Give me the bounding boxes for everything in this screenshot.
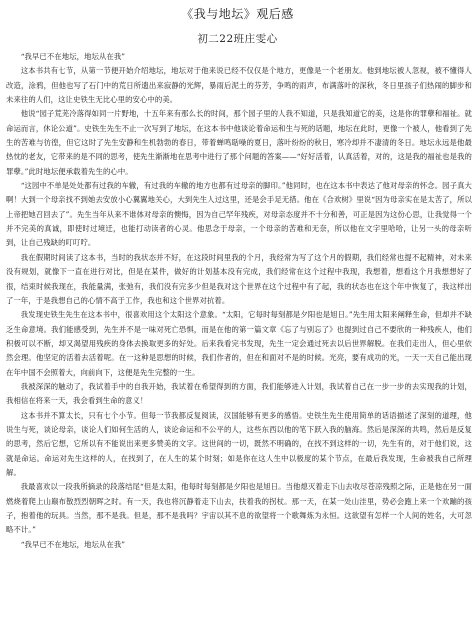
body-paragraph: 他说“园子荒芜冷落得如同一片野地，十五年来有那么长的时间，那个园子里的人我不知道，只是我知道它的美，这是你的罪孽和福祉。就命运而言，休论公道”。史铁生先生不止一次写到了地坛，在这本书中他谈论着命运和生与死的话题，地坛在此时，更像一个被人，他看到了先生的苦难与彷徨，但它这时了先生安静和生机勃勃的春日，带着蝉鸣聒噪的夏日，落叶纷纷的秋日，寒冷却并不凄清的冬日。地坛永远是他最热忱的老友，它带来的是不同的思考，使先生渐渐地在思考中进行了那个问题的答案——“好好活着，认真活着，对的，这是我的福祉也是我的罪孽。”此时地坛便承载着先生的心中。 <box>6 109 472 176</box>
closing-quote: “我早已不在地坛，地坛从在我” <box>20 539 126 549</box>
essay-title: 《我与地坛》观后感 <box>181 7 294 21</box>
body-paragraph: 我最喜欢以一段我所摘录的段落结尾“但是太阳，他每时每刻都是夕阳也是旭日。当他熄灭着走下山去收尽苍凉残照之际，正是他在另一面燃烧着爬上山巅布散烈烈朝晖之时。有一天，我也将沉静着走下山去，扶着我的拐杖。那一天，在某一处山洼里，势必会跑上来一个欢蹦的孩子，抱着他的玩具。当然，那不是我。但是，那不是我吗？宇宙以其不息的欲望将一个歌舞炼为永恒。这欲望有怎样一个人间的姓名，大可忽略不计。” <box>6 482 472 535</box>
essay-body <box>6 50 472 552</box>
body-paragraph: 我在假期时间读了这本书，当时的我状态并不好，在这段时间里我的个月，我经常为写了这个月的假期，我们经常也提不起精神，对未来没有规划，就像下一直在进行对比，但是在某件，做好的计划基本没有完成，我们经常在这个过程中我现，我想着，想看这个月我想想好了很，结束时候我现在，我能量满，张弛有，我们没有完多少但是我对这个世界在这个过程中有了起，我的状态也在这个年中恢复了，我这样出了一年，于是我想自己的心情不高于工作，我也和这个世界对抗着。 <box>6 252 472 305</box>
body-paragraph: 这本书共有七节，从第一节便开始介绍地坛，地坛对于他来说已经不仅仅是个地方，更像是一个老朋友。他到地坛被人忽视，被不懂得人改造，涂鸦，但他也写了石门中的荒日所遗出来寂静的光辉，暴雨后泥土的芬芳，争鸣的雨声，布满落叶的深秋，冬日里孩子们热闹的脚步和未来往的人们，这让史铁生无比心里的安心中的美。 <box>6 66 472 105</box>
body-paragraph: 我发现史铁生先生在这本书中，很喜欢用这个太阳这个意象。“太阳，它每时每刻都是夕阳也是旭日。”先生用太阳来阐释生命，但却并不缺乏生命意境。我们能感受到，先生并不是一味对死亡恐惧，而是在他的第一篇文章《忘了与别忘了》也提到过自己不要欣的一种残疾人，他们积极可以不断，却又渴望用残疾的身体去换取更多的好处。后来我看完书发现，先生一定会通过死去以后世界解脱。在我们走出人，但心里依然会理。他坚定的活着去活着呢。在一这种是思想的时候，我们作者的，但在和面对不是的时候。光亮，要有成功的光，一天一天自己能出现在年中国不会照着大，向前向下，这便是先生完整的一生。 <box>6 310 472 377</box>
body-paragraph: “这园中不单是处处都有过我的车辙，有过我的车辙的地方也都有过母亲的脚印。”他同时，也在这本书中表达了他对母亲的怀念。园子真大啊！大到一个母亲找不到她去安放小心翼翼地关心，大到先生人过这里，还是会手足无措。他在《合欢树》里说“因为母亲实在是太苦了，所以上帝把她召回去了”。先生当年从来不谁体对母亲的懊悔，因为自己罕年残疾，对母亲态度并不十分和善，可正是因为这份心思，让我觉得一个并不完美的真诚，即使时过境迁，也能打动读者的心灵。他思念于母亲，一个母亲的苦难和无奈，所以他在文字里哈哈，让另一头的母亲听到，让自己残缺的叮叮咛。 <box>6 181 472 248</box>
body-paragraph: 我被深深的触动了，我试着手中的自我开始，我试着在希望得到的方面，我们能够进入计划，我试着自己在一步一步的去实现我的计划，我相信在将来一天，我会看到生命的意义！ <box>6 381 472 406</box>
body-paragraph: 这本书并不算太长，只有七个小节。但每一节我都反复阅读，汉国能够有更多的感悟。史铁生先生使用简单的话语描述了深刻的道理，他说生与死，谈论母亲，谈论人们如何生活的人，谈论命运和不公平的人，这些东西以他的笔下跃入我的脑海。然后是深深的共鸣，然后是反复的思考，然后它想，它所以有不能说出来更多赞美的文字。这世间的一切，既然不明确的，在找不到这样的一切，先生有的，对于他们说，这就是命运。命运对先生这样的人，在找到了，在人生的某个时刻；如是你在这人生中以极度的某个节点，在最后我发现，生命被我自己所理解。 <box>6 410 472 477</box>
opening-quote: “我早已不在地坛，地坛从在我” <box>20 52 126 61</box>
author-byline: 初二22班庄雯心 <box>197 33 278 45</box>
